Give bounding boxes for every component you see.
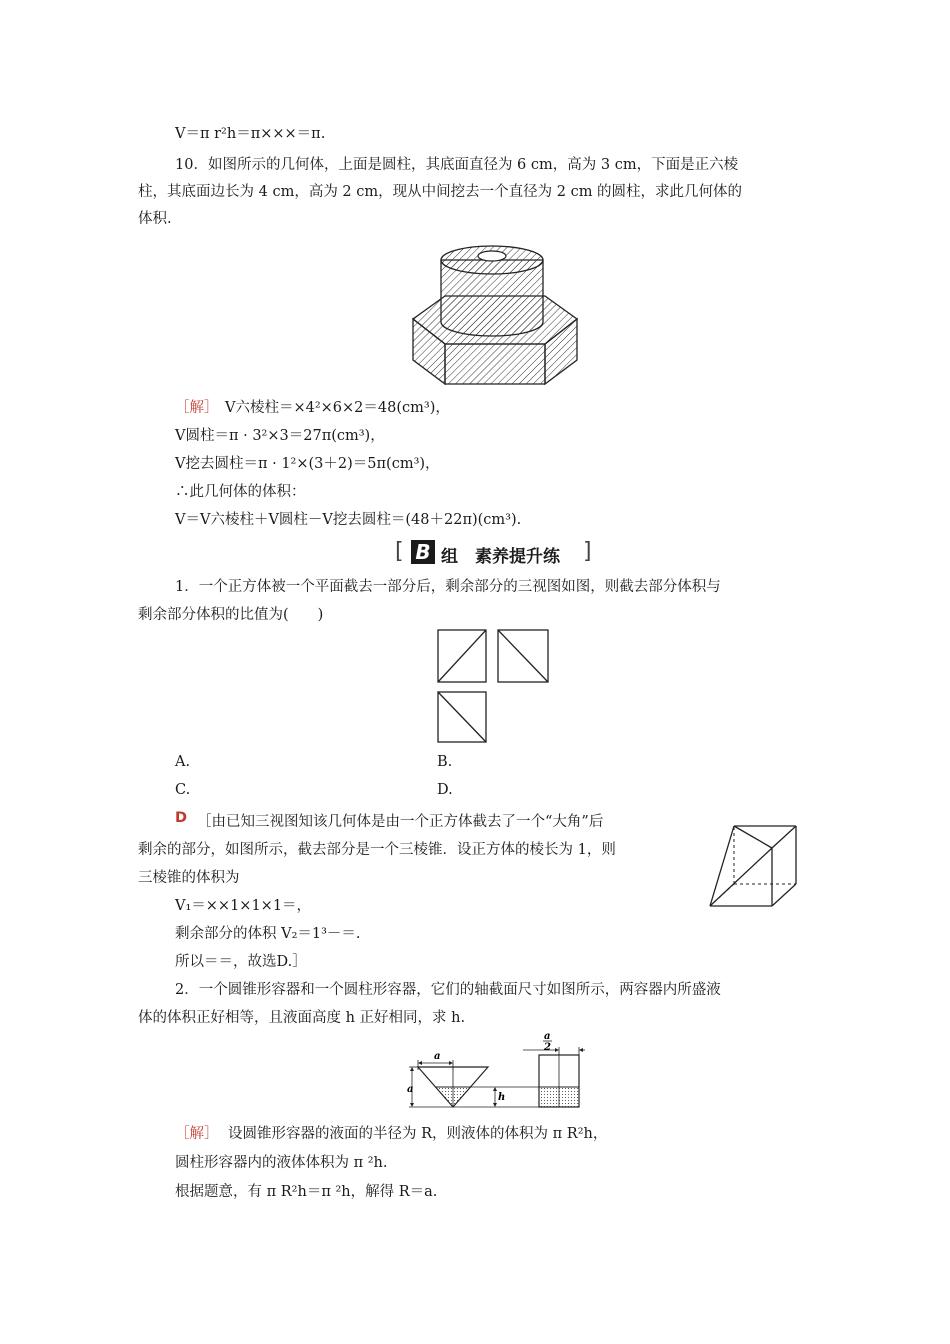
question-2-line-2: 体的体积正好相等，且液面高度 h 正好相同，求 h. [138,1010,466,1026]
fraction-numerator: a [544,1031,551,1042]
answer-letter: D [175,810,188,826]
solution-line-3: V挖去圆柱＝π · 1²×(3＋2)＝5π(cm³)， [175,456,440,472]
answer-line-5: 剩余部分的体积 V₂＝1³－＝. [175,926,361,942]
answer-line-3: 三棱锥的体积为 [138,870,240,886]
solution-2-line-2: 圆柱形容器内的液体体积为 π ²h. [175,1155,388,1171]
solution-line-1: V六棱柱＝×4²×6×2＝48(cm³)， [225,400,450,416]
cone-height-label: a [407,1084,414,1095]
question-2-line-1: 2．一个圆锥形容器和一个圆柱形容器，它们的轴截面尺寸如图所示，两容器内所盛液 [175,982,721,998]
question-10-line-2: 柱，其底面边长为 4 cm，高为 2 cm，现从中间挖去一个直径为 2 cm 的圆柱，求此几何体的 [138,184,743,200]
solution-line-4: ∴此几何体的体积： [175,484,306,500]
option-a: A. [175,754,191,770]
solution-2-tag: ［解］ [175,1126,219,1142]
question-10-line-3: 体积. [138,211,172,227]
cone-radius-label: a [434,1051,441,1062]
section-header: [ B 组 素养提升练 ] [395,539,592,567]
solution-2-line-3: 根据题意，有 π R²h＝π ²h，解得 R＝a. [175,1184,438,1200]
question-1-line-1: 1．一个正方体被一个平面截去一部分后，剩余部分的三视图如图，则截去部分体积与 [175,579,721,595]
cylinder-on-hexagonal-prism-figure [405,236,585,388]
formula-line: V＝π r²h＝π×××＝π. [175,126,326,142]
answer-line-2: 剩余的部分，如图所示，截去部分是一个三棱锥．设正方体的棱长为 1，则 [138,842,616,858]
answer-line-6: 所以＝＝，故选D.］ [175,954,307,970]
three-view-drawing [436,628,552,746]
section-badge: B [411,540,435,564]
fraction-denominator: 2 [544,1042,551,1053]
solution-2-line-1: 设圆锥形容器的液面的半径为 R，则液体的体积为 π R²h， [228,1126,608,1142]
option-d: D. [437,782,453,798]
solution-line-5: V＝V六棱柱＋V圆柱－V挖去圆柱＝(48＋22π)(cm³). [175,512,522,528]
option-c: C. [175,782,191,798]
cone-and-cylinder-container-figure [405,1030,585,1112]
liquid-height-label: h [498,1092,506,1103]
question-1-line-2: 剩余部分体积的比值为( ) [138,607,324,623]
solution-tag: ［解］ [175,400,219,416]
question-10-line-1: 10．如图所示的几何体，上面是圆柱，其底面直径为 6 cm，高为 3 cm，下面是正六棱 [175,157,739,173]
truncated-cube-figure [706,822,806,912]
solution-line-2: V圆柱＝π · 3²×3＝27π(cm³)， [175,428,385,444]
option-b: B. [437,754,453,770]
section-title: 组 素养提升练 [441,547,560,567]
answer-line-4: V₁＝××1×1×1＝， [175,898,312,914]
answer-line-1: ［由已知三视图知该几何体是由一个正方体截去了一个“大角”后 [197,814,604,830]
